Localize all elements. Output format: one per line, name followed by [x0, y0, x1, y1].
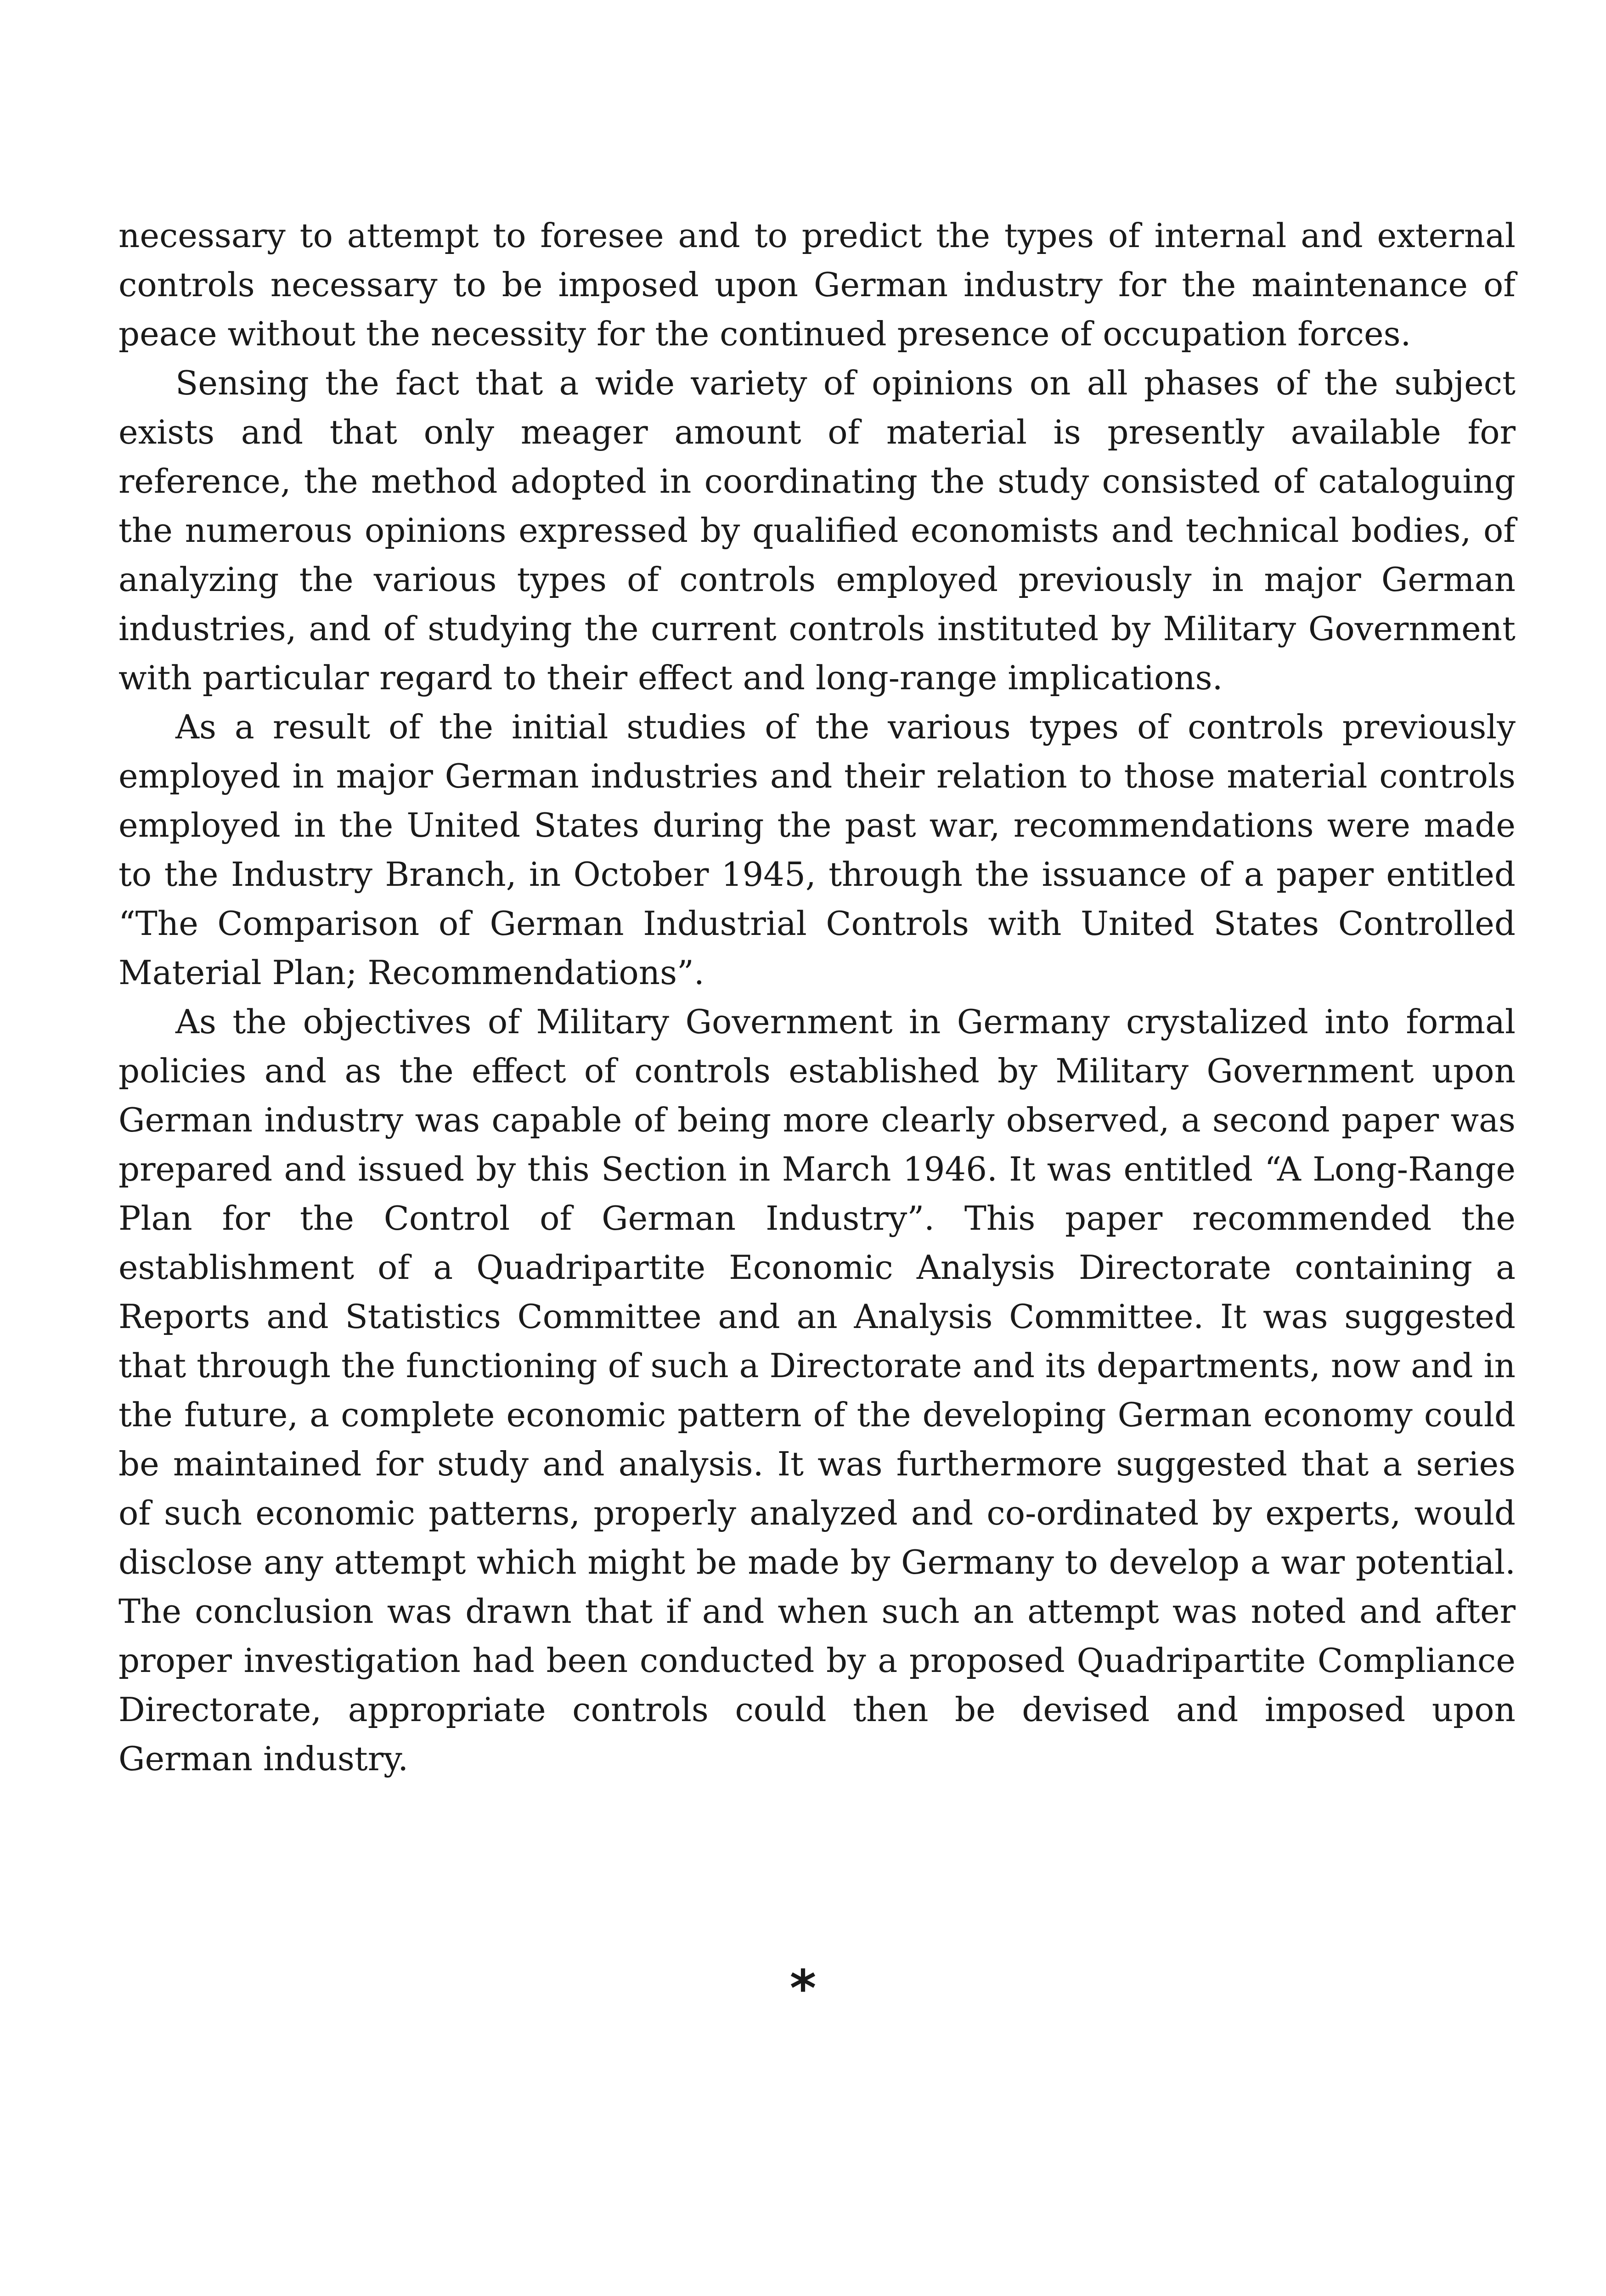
paragraph-continuation: necessary to attempt to foresee and to predict the types of internal and external controls necessary to be imposed upon German industry for the maintenance of peace without the necessity for the continued presence of occupation forces. [118, 216, 1516, 353]
paragraph-initial-studies: As a result of the initial studies of the various types of controls previously employed in major German industries and their relation to those material controls employed in the United States during the past war, recommendations were made to the Industry Branch, in October 1945, through the issuance of a paper entitled “The Comparison of German Industrial Controls with United States Controlled Material Plan; Recommendations”. [118, 708, 1516, 992]
paragraph-long-range-plan: As the objectives of Military Government in Germany crystalized into formal policies and as the effect of controls established by Military Government upon German industry was capable of being more clearly observed, a second paper was prepared and issued by this Section in March 1946. It was entitled “A Long-Range Plan for the Control of German Industry”. This paper recommended the establishment of a Quadripartite Economic Analysis Directorate containing a Reports and Statistics Committee and an Analysis Committee. It was suggested that through the functioning of such a Directorate and its departments, now and in the future, a complete economic pattern of the developing German economy could be maintained for study and analysis. It was furthermore suggested that a series of such economic patterns, properly analyzed and co-ordinated by experts, would disclose any attempt which might be made by Germany to develop a war potential. The conclusion was drawn that if and when such an attempt was noted and after proper investigation had been conducted by a proposed Quadripartite Compliance Directorate, appropriate controls could then be devised and imposed upon German industry. [118, 1002, 1516, 1778]
asterisk-separator: * [789, 1959, 817, 2018]
paragraph-opinions-method: Sensing the fact that a wide variety of opinions on all phases of the subject exists and that only meager amount of material is presently available for reference, the method adopted in coordinating the study consisted of cataloguing the numerous opinions expressed by qualified economists and technical bodies, of analyzing the various types of controls employed previously in major German industries, and of studying the current controls instituted by Military Government with particular regard to their effect and long-range implications. [118, 364, 1516, 697]
body-text [118, 211, 1516, 1784]
